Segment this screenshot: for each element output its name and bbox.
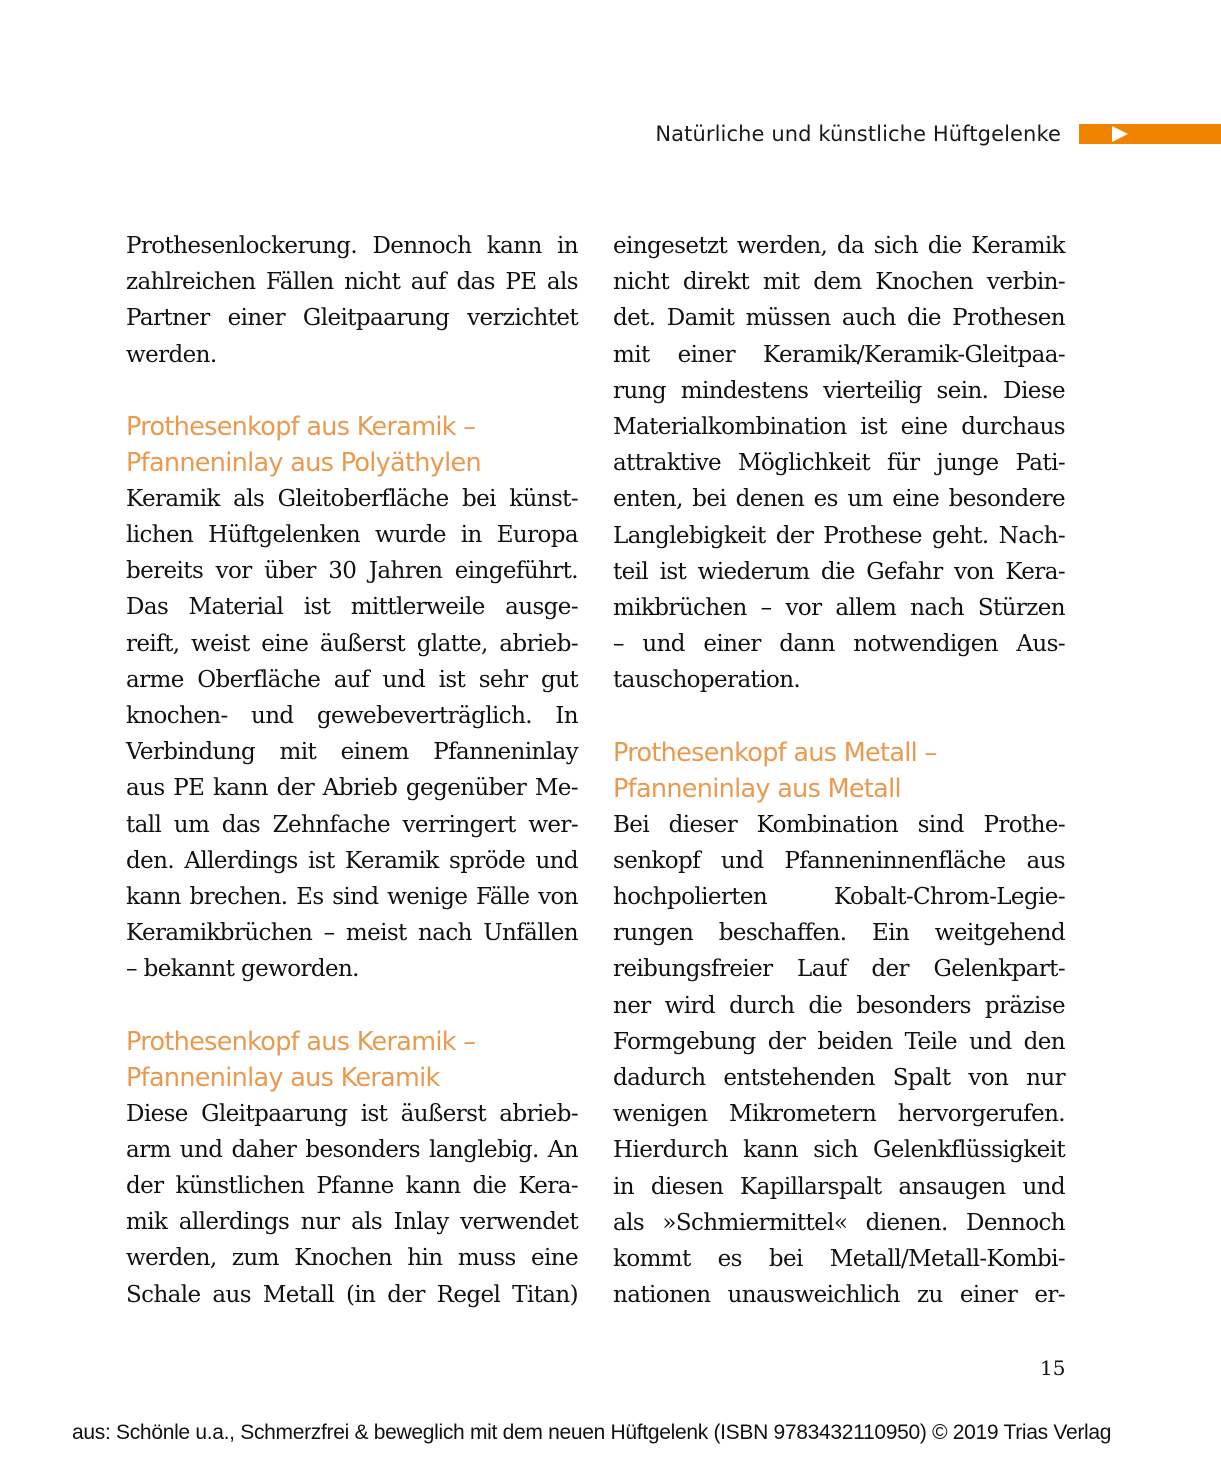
heading-line: Pfanneninlay aus Keramik [126,1062,440,1093]
text-line: ner wird durch die besonders präzise [613,992,1065,1019]
text-line: det. Damit müssen auch die Prothesen [613,305,1065,332]
heading-line: Pfanneninlay aus Polyäthylen [126,447,481,478]
heading-line: Pfanneninlay aus Metall [613,773,901,804]
left-column [126,228,578,1313]
text-line: arme Oberfläche auf und ist sehr gut [126,666,578,693]
text-line: Partner einer Gleitpaarung verzichtet [126,305,578,332]
section-paragraph [126,1096,578,1313]
accent-bar [1079,124,1221,144]
text-line: Hierdurch kann sich Gelenkflüssigkeit [613,1137,1065,1164]
text-line: reibungsfreier Lauf der Gelenkpart- [613,956,1065,983]
text-line: Keramikbrüchen – meist nach Unfällen [126,920,578,947]
text-line: zahlreichen Fällen nicht auf das PE als [126,269,578,296]
text-line: Keramik als Gleitoberfläche bei künst- [126,485,578,512]
section-heading-keramik-keramik [126,1024,578,1096]
text-line: mikbrüchen – vor allem nach Stürzen [613,595,1065,622]
text-line: Langlebigkeit der Prothese geht. Nach- [613,522,1065,549]
text-line: tauschoperation. [613,667,801,694]
source-footer: aus: Schönle u.a., Schmerzfrei & beweglich mit dem neuen Hüftgelenk (ISBN 9783432110950) © 2019 Trias Verlag [72,1421,1112,1444]
text-line: mit einer Keramik/Keramik-Gleitpaa- [613,341,1065,368]
text-line: arm und daher besonders langlebig. An [126,1136,578,1163]
text-line: werden, zum Knochen hin muss eine [126,1245,578,1272]
text-line: kann brechen. Es sind wenige Fälle von [126,884,578,911]
text-line: der künstlichen Pfanne kann die Kera- [126,1173,578,1200]
section-paragraph [613,807,1065,1314]
text-line: nationen unausweichlich zu einer er- [613,1282,1065,1309]
text-line: rungen beschaffen. Ein weitgehend [613,920,1065,947]
text-line: aus PE kann der Abrieb gegenüber Me- [126,775,578,802]
running-head [0,118,1221,152]
text-line: teil ist wiederum die Gefahr von Kera- [613,558,1065,585]
text-line: mik allerdings nur als Inlay verwendet [126,1209,578,1236]
text-line: Diese Gleitpaarung ist äußerst abrieb- [126,1100,578,1127]
text-line: Das Material ist mittlerweile ausge- [126,594,578,621]
text-line: attraktive Möglichkeit für junge Pati- [613,450,1065,477]
text-line: den. Allerdings ist Keramik spröde und [126,847,578,874]
text-line: Schale aus Metall (in der Regel Titan) [126,1281,578,1308]
text-line: Verbindung mit einem Pfanneninlay [126,739,578,766]
text-line: senkopf und Pfanneninnenfläche aus [613,847,1065,874]
text-line: eingesetzt werden, da sich die Keramik [613,233,1065,259]
play-triangle-icon [1112,126,1128,142]
text-line: in diesen Kapillarspalt ansaugen und [613,1173,1065,1200]
text-line: reift, weist eine äußerst glatte, abrieb- [126,630,578,657]
text-line: – bekannt geworden. [126,956,359,983]
text-line: dadurch entstehenden Spalt von nur [613,1065,1065,1092]
text-line: knochen- und gewebeverträglich. In [126,703,578,730]
text-line: Prothesenlockerung. Dennoch kann in [126,233,578,259]
text-line: bereits vor über 30 Jahren eingeführt. [126,558,578,585]
intro-paragraph [126,228,578,373]
section-heading-keramik-polyaethylen [126,409,578,481]
text-line: Bei dieser Kombination sind Prothe- [613,811,1065,838]
text-line: Materialkombination ist eine durchaus [613,414,1065,441]
text-line: – und einer dann notwendigen Aus- [613,631,1065,658]
heading-line: Prothesenkopf aus Metall – [613,737,937,768]
text-line: wenigen Mikrometern hervorgerufen. [613,1101,1065,1128]
page-number: 15 [1040,1356,1066,1380]
text-line: kommt es bei Metall/Metall-Kombi- [613,1246,1065,1273]
section-heading-metall-metall [613,735,1065,807]
text-line: tall um das Zehnfache verringert wer- [126,811,578,838]
text-line: rung mindestens vierteilig sein. Diese [613,377,1065,404]
text-line: lichen Hüftgelenken wurde in Europa [126,522,578,549]
running-head-title: Natürliche und künstliche Hüftgelenke [655,122,1061,146]
text-line: Formgebung der beiden Teile und den [613,1028,1065,1055]
text-line: werden. [126,341,217,368]
text-line: als »Schmiermittel« dienen. Dennoch [613,1209,1065,1236]
right-column [613,228,1065,1313]
section-paragraph [126,481,578,988]
continued-paragraph [613,228,1065,699]
text-line: enten, bei denen es um eine besondere [613,486,1065,513]
text-line: nicht direkt mit dem Knochen verbin- [613,269,1065,296]
text-line: hochpolierten Kobalt-Chrom-Legie- [613,884,1065,911]
heading-line: Prothesenkopf aus Keramik – [126,1026,476,1057]
heading-line: Prothesenkopf aus Keramik – [126,411,476,442]
